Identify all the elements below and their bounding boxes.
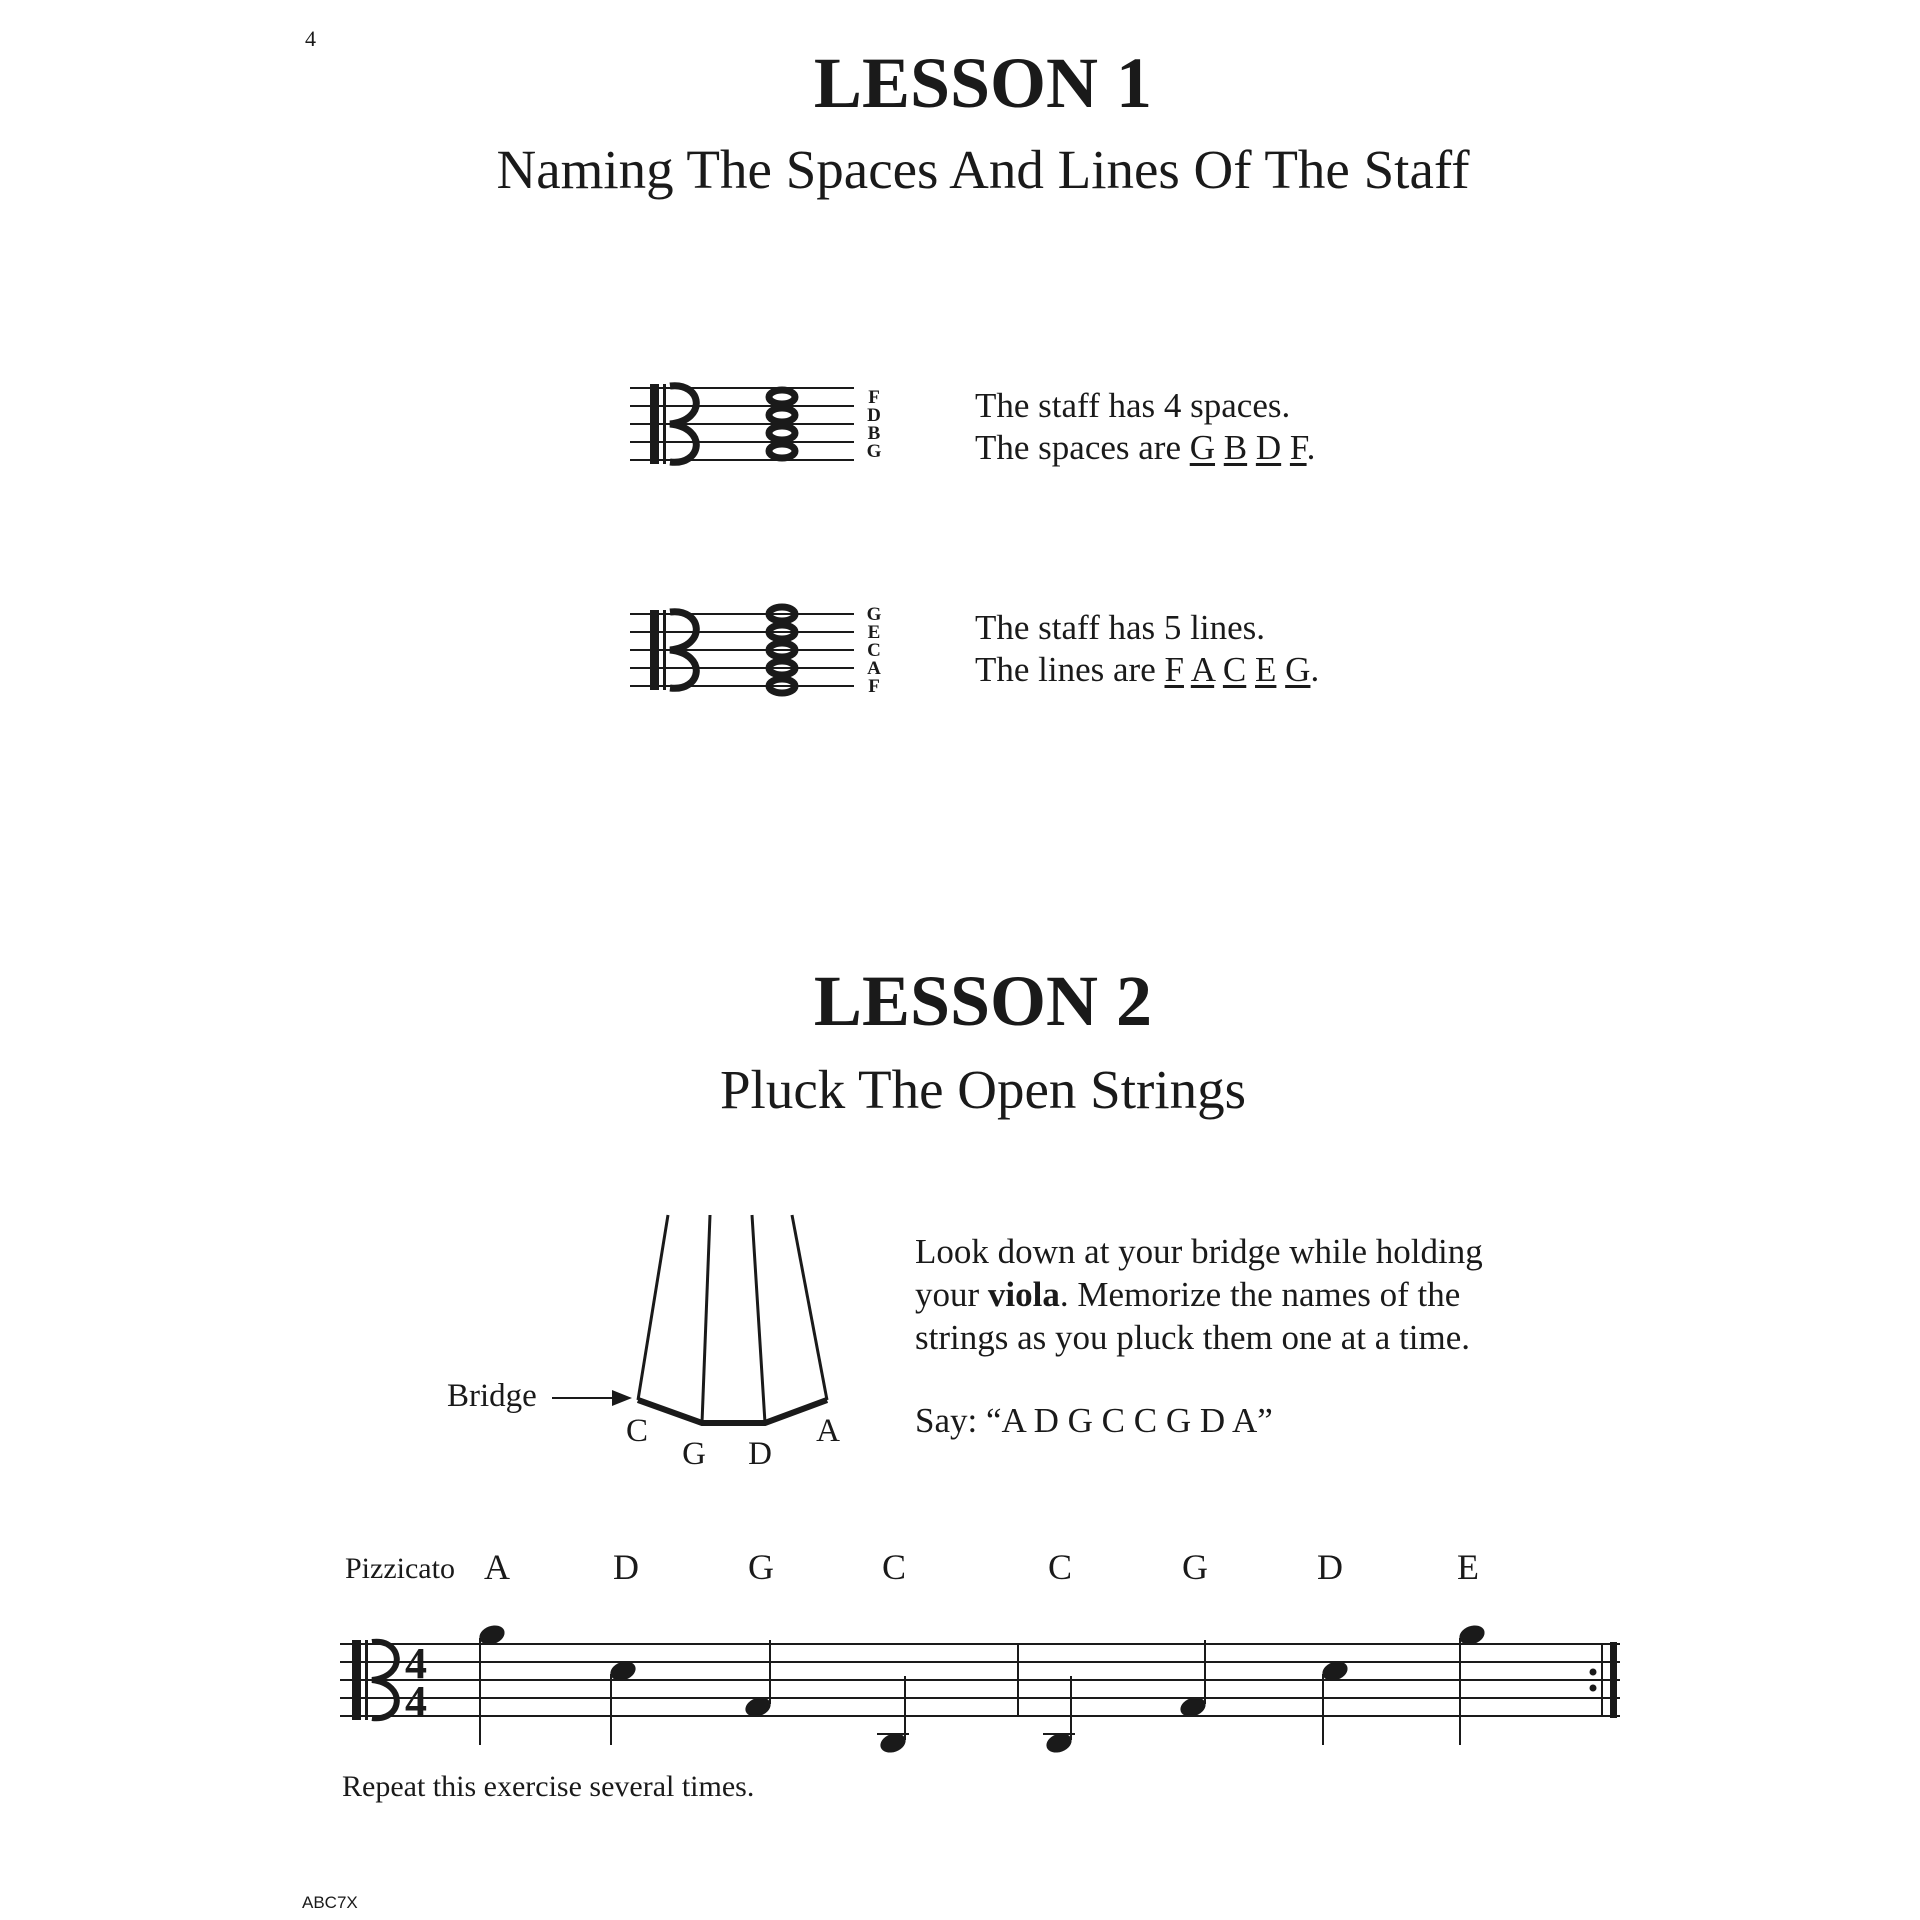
space-letter: D [1255,428,1282,467]
line-letter: A [1190,650,1215,689]
lines-staff-diagram [630,600,890,700]
staff-letter: G [866,441,882,462]
line-letter: F [1164,650,1184,689]
time-signature-bottom: 4 [405,1677,427,1726]
bridge-diagram [560,1215,850,1445]
staff-letter: A [867,658,881,679]
paragraph-text: your [915,1275,988,1314]
staff-letter: C [867,640,881,661]
spaces-count-text: The staff has 4 spaces. [975,386,1291,425]
line-letter: G [1285,650,1311,689]
space-letter: G [1189,428,1216,467]
repeat-instruction: Repeat this exercise several times. [342,1770,755,1803]
note-name: A [484,1547,510,1587]
paragraph-line [915,1273,1483,1316]
note-name: E [1457,1547,1479,1587]
line-letter: E [1255,650,1277,689]
staff-letter: B [867,423,881,444]
spaces-description [975,385,1315,469]
staff-letter: F [868,387,880,408]
exercise-notes [477,1622,1488,1756]
instructions-paragraph [915,1230,1483,1359]
footer-code: ABC7X [302,1893,358,1912]
staff-letter: E [867,622,881,643]
spaces-prefix: The spaces are [975,428,1181,467]
string-label-g: G [682,1436,706,1472]
note-d [608,1658,639,1745]
string-label-d: D [748,1436,772,1472]
note-e [1457,1622,1488,1745]
staff-letter: G [866,604,882,625]
arrow-right-icon [552,1390,632,1406]
paragraph-line: strings as you pluck them one at a time. [915,1318,1471,1357]
say-text: Say: “A D G C C G D A” [915,1401,1273,1440]
lines-count-text: The staff has 5 lines. [975,608,1265,647]
time-signature-top: 4 [405,1639,427,1688]
viola-bold-text: viola [987,1275,1060,1314]
spaces-suffix: . [1306,428,1316,467]
lines-prefix: The lines are [975,650,1156,689]
lesson-2-subtitle: Pluck The Open Strings [719,1059,1247,1120]
note-name: G [748,1547,774,1587]
paragraph-text: . Memorize the names of the [1059,1275,1461,1314]
note-name: D [613,1547,639,1587]
spaces-staff-diagram [630,380,890,480]
note-name: D [1317,1547,1343,1587]
note-a [477,1622,508,1745]
pizzicato-label: Pizzicato [345,1552,455,1585]
paragraph-line: Look down at your bridge while holding [915,1232,1483,1271]
staff-letter: D [867,405,881,426]
staff-letter: F [868,676,880,697]
note-name: C [1047,1547,1072,1587]
line-letter: C [1222,650,1247,689]
lesson-1-title: LESSON 1 [813,43,1153,123]
bridge-shape [638,1400,827,1423]
lesson-1-subtitle: Naming The Spaces And Lines Of The Staff [496,139,1470,200]
space-letter: F [1289,428,1307,467]
note-name: C [881,1547,906,1587]
string-label-a: A [816,1413,840,1449]
lines-names-text [975,649,1319,691]
spaces-names-text [975,427,1315,469]
staff-lines [340,1644,1620,1716]
note-d [1320,1658,1351,1745]
lines-description [975,607,1319,691]
space-letter: B [1223,428,1248,467]
string-label-c: C [625,1413,648,1449]
viola-strings [638,1215,827,1423]
note-name: G [1182,1547,1208,1587]
page-number: 4 [305,26,316,51]
pizzicato-staff [340,1620,1630,1770]
lines-suffix: . [1310,650,1320,689]
bridge-label: Bridge [447,1378,537,1414]
lesson-2-title: LESSON 2 [813,961,1153,1041]
